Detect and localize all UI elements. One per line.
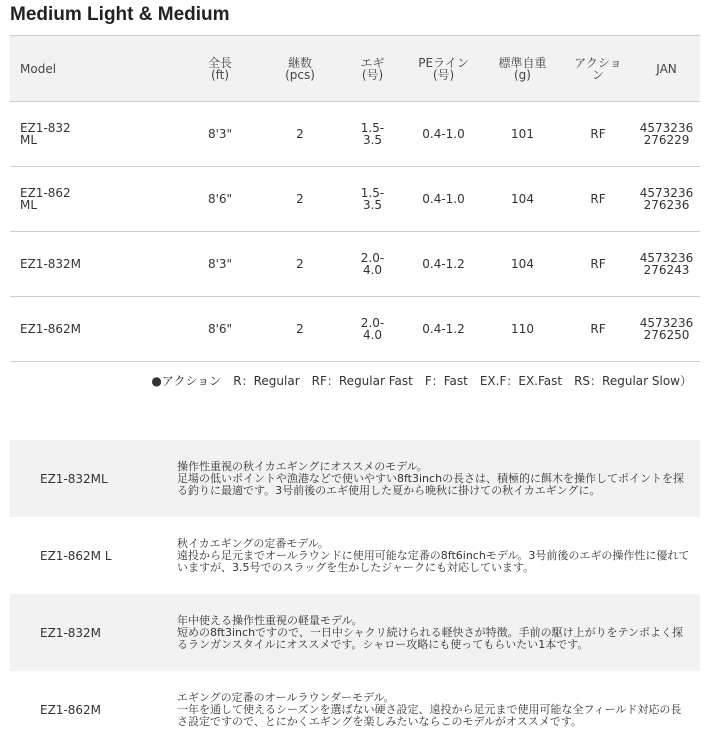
description-row — [10, 517, 700, 594]
description-row — [10, 594, 700, 671]
cell-length: 8'6" — [180, 297, 260, 362]
header-weight: 標準自重 (g) — [482, 36, 563, 102]
table-row — [10, 167, 700, 232]
model-description-list — [10, 440, 700, 748]
header-egi: エギ (号) — [340, 36, 405, 102]
cell-model: EZ1-862M — [10, 297, 180, 362]
cell-length: 8'3" — [180, 102, 260, 167]
cell-egi: 1.5-3.5 — [340, 167, 405, 232]
header-pe-line: PEライン (号) — [405, 36, 482, 102]
description-model: EZ1-832ML — [40, 471, 108, 486]
description-text: 秋イカエギングの定番モデル。 遠投から足元までオールラウンドに使用可能な定番の8ft6inchモデル。3号前後のエギの操作性に優れていますが、3.5号でのスラッグを生かしたジャークにも対応しています。 — [177, 536, 690, 574]
description-model: EZ1-862M L — [40, 548, 112, 563]
cell-pieces: 2 — [260, 232, 340, 297]
cell-pieces: 2 — [260, 102, 340, 167]
action-legend: ●アクション R：Regular RF：Regular Fast F：Fast EX.F：EX.Fast RS：Regular Slow） — [151, 374, 692, 388]
cell-model: EZ1-832M — [10, 232, 180, 297]
table-row — [10, 297, 700, 362]
header-length: 全長 (ft) — [180, 36, 260, 102]
cell-weight: 110 — [482, 297, 563, 362]
cell-model: EZ1-862ML — [10, 167, 180, 232]
cell-length: 8'6" — [180, 167, 260, 232]
cell-jan: 4573236276236 — [633, 167, 700, 232]
description-row — [10, 440, 700, 517]
cell-jan: 4573236276243 — [633, 232, 700, 297]
cell-pe-line: 0.4-1.0 — [405, 167, 482, 232]
cell-model: EZ1-832ML — [10, 102, 180, 167]
cell-pe-line: 0.4-1.2 — [405, 297, 482, 362]
cell-action: RF — [563, 167, 633, 232]
cell-action: RF — [563, 102, 633, 167]
description-row — [10, 671, 700, 748]
description-model: EZ1-862M — [40, 702, 102, 717]
cell-weight: 104 — [482, 167, 563, 232]
header-jan: JAN — [633, 36, 700, 102]
cell-length: 8'3" — [180, 232, 260, 297]
cell-egi: 2.0-4.0 — [340, 297, 405, 362]
cell-weight: 101 — [482, 102, 563, 167]
table-header-row — [10, 36, 700, 102]
cell-action: RF — [563, 232, 633, 297]
description-text: エギングの定番のオールラウンダーモデル。 一年を通して使えるシーズンを選ばない硬さ設定、遠投から足元まで使用可能な全フィールド対応の長さ設定ですので、とにかくエギングを楽しみたいならこのモデルがオススメです。 — [177, 690, 682, 728]
cell-jan: 4573236276250 — [633, 297, 700, 362]
spec-table — [10, 35, 700, 362]
table-row — [10, 102, 700, 167]
header-action: アクション — [563, 36, 633, 102]
cell-pieces: 2 — [260, 297, 340, 362]
description-text: 年中使える操作性重視の軽量モデル。 短めの8ft3inchですので、一日中シャクリ続けられる軽快さが特徴。手前の駆け上がりをテンポよく探るランガンスタイルにオススメです。シャロー攻略にも使ってもらいたい1本です。 — [177, 613, 684, 651]
header-pieces: 継数 (pcs) — [260, 36, 340, 102]
cell-jan: 4573236276229 — [633, 102, 700, 167]
cell-weight: 104 — [482, 232, 563, 297]
cell-pe-line: 0.4-1.2 — [405, 232, 482, 297]
cell-pe-line: 0.4-1.0 — [405, 102, 482, 167]
cell-action: RF — [563, 297, 633, 362]
page-title: Medium Light & Medium — [10, 4, 230, 25]
cell-pieces: 2 — [260, 167, 340, 232]
description-text: 操作性重視の秋イカエギングにオススメのモデル。 足場の低いポイントや漁港などで使いやすい8ft3inchの長さは、積極的に餌木を操作してポイントを探る釣りに最適です。3号前後のエギ使用した夏から晩秋に掛けての秋イカエギングに。 — [177, 459, 685, 497]
header-model: Model — [10, 36, 180, 102]
cell-egi: 1.5-3.5 — [340, 102, 405, 167]
description-model: EZ1-832M — [40, 625, 102, 640]
cell-egi: 2.0-4.0 — [340, 232, 405, 297]
table-row — [10, 232, 700, 297]
